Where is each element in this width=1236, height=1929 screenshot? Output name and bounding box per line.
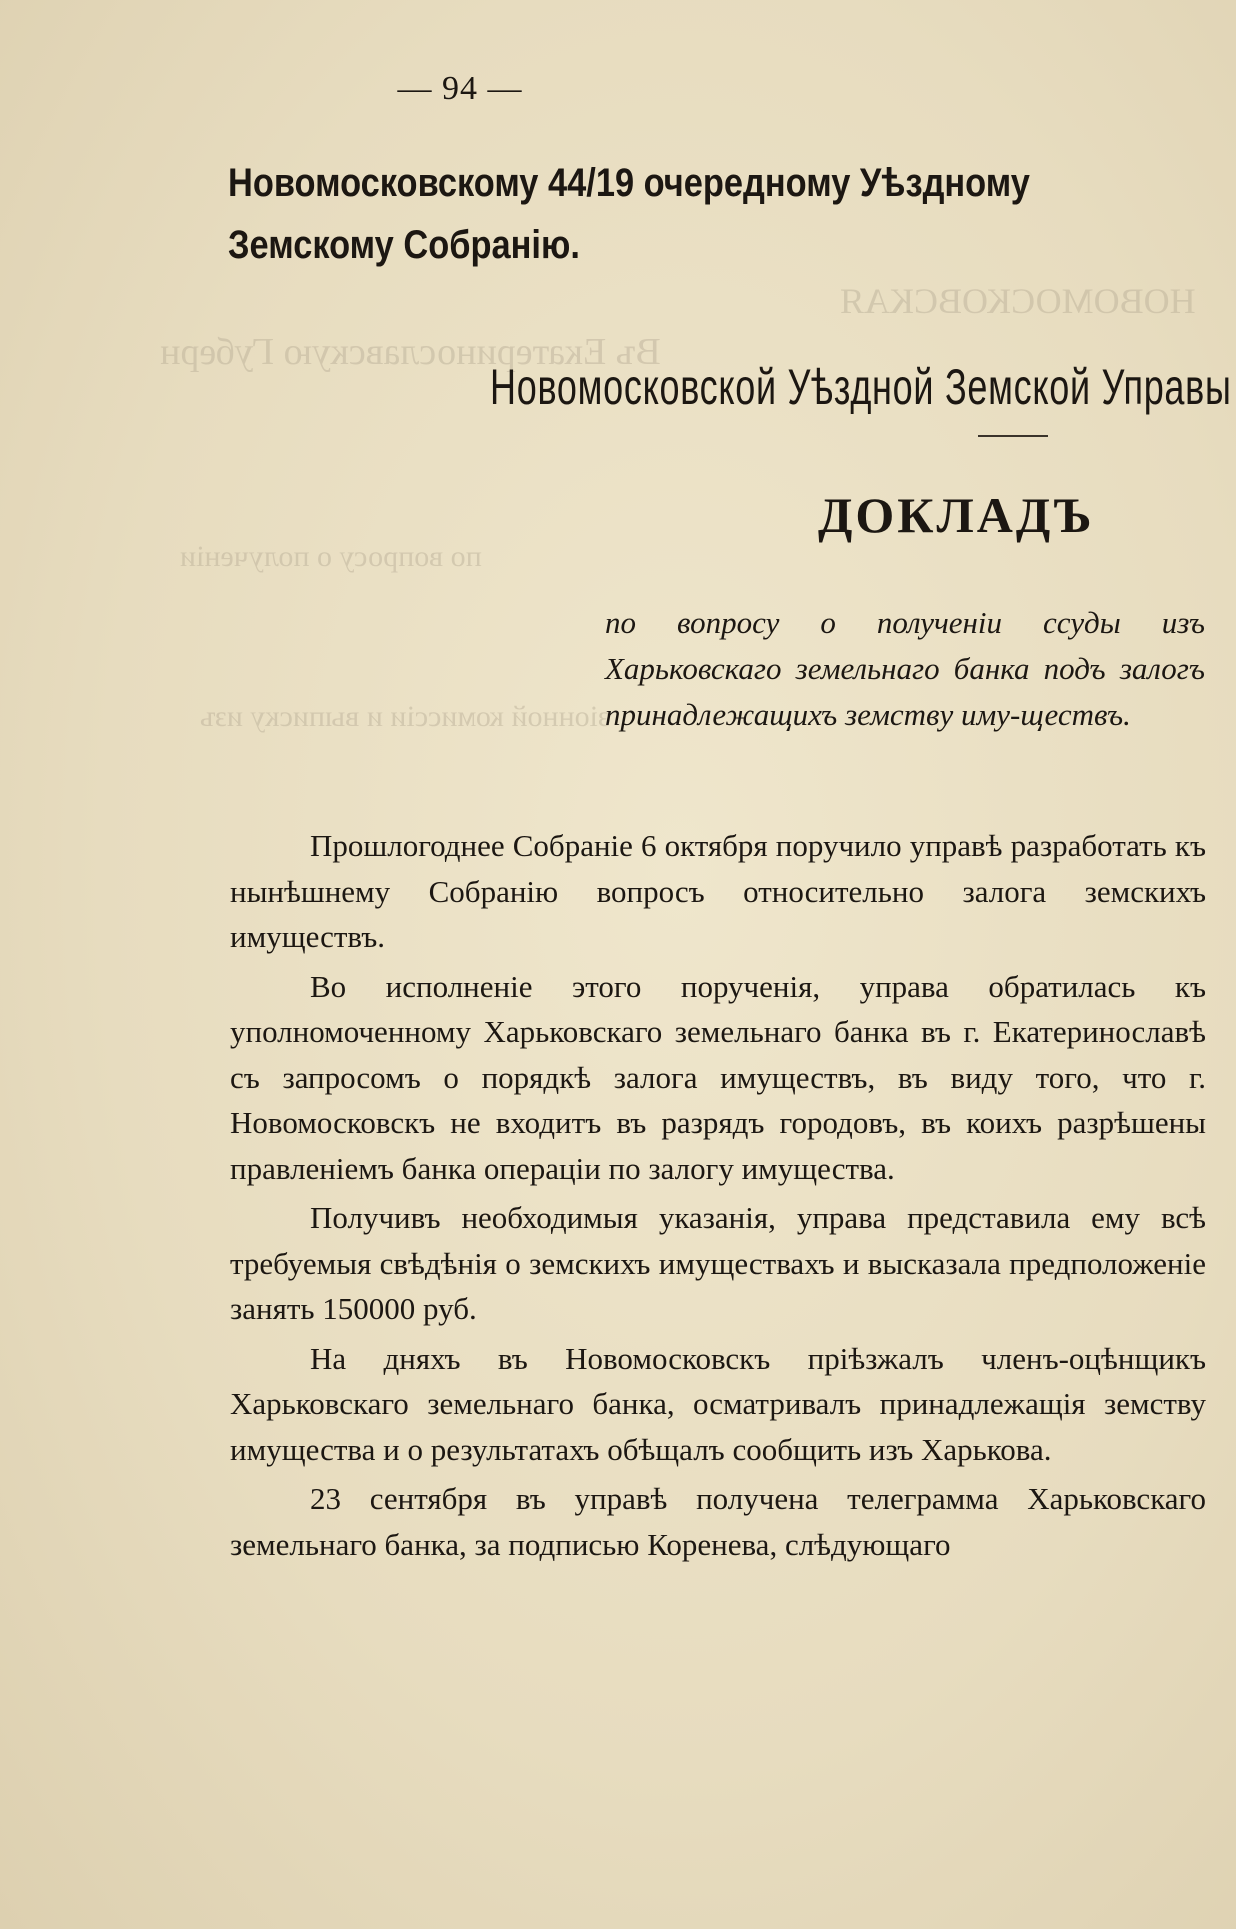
addressee-heading	[228, 152, 1071, 276]
bleed-through-text: зіонной комиссіи и выписку изъ	[200, 700, 610, 733]
paragraph: На дняхъ въ Новомосковскъ пріѣзжалъ членъ-оцѣнщикъ Харьковскаго земельнаго банка, осматривалъ принадлежащія земству имущества и о результатахъ обѣщалъ сообщить изъ Харькова.	[230, 1340, 1206, 1467]
page-number: — 94 —	[397, 70, 523, 107]
addressee-line-2: Земскому Собранію.	[228, 223, 580, 267]
paragraph: Прошлогоднее Собраніе 6 октября поручило управѣ разработать къ нынѣшнему Собранію вопросъ относительно залога земскихъ имуществъ.	[230, 828, 1206, 954]
bleed-through-text: по вопросу о полученіи	[180, 540, 482, 573]
document-title: ДОКЛАДЪ	[818, 487, 1095, 543]
addressee-line-1: Новомосковскому 44/19 очередному Уѣздному	[228, 161, 1030, 205]
divider	[978, 435, 1048, 437]
paragraph: Получивъ необходимыя указанія, управа представила ему всѣ требуемыя свѣдѣнія о земскихъ имуществахъ и высказала предположеніе занять 150000 руб.	[230, 1200, 1206, 1326]
bleed-through-text: НОВОМОСКОВСКАЯ	[840, 281, 1196, 321]
paragraph: 23 сентября въ управѣ получена телеграмма Харьковскаго земельнаго банка, за подписью Коренева, слѣдующаго	[230, 1481, 1206, 1562]
paragraph: Во исполненіе этого порученія, управа обратилась къ уполномоченному Харьковскаго земельнаго банка въ г. Екатеринославѣ съ запросомъ о порядкѣ залога имуществъ, въ виду того, что г. Новомосковскъ не входитъ въ разрядъ городовъ, въ коихъ разрѣшены правленіемъ банка операціи по залогу имущества.	[230, 968, 1206, 1186]
document-body	[230, 823, 1206, 1571]
document-subject: по вопросу о полученіи ссуды изъ Харьковскаго земельнаго банка подъ залогъ принадлежащихъ земству иму-ществъ.	[605, 605, 1205, 732]
issuer-heading: Новомосковской Уѣздной Земской Управы	[490, 359, 1232, 415]
bleed-through-text: Въ Екатеринославскую Губерн	[160, 331, 661, 373]
